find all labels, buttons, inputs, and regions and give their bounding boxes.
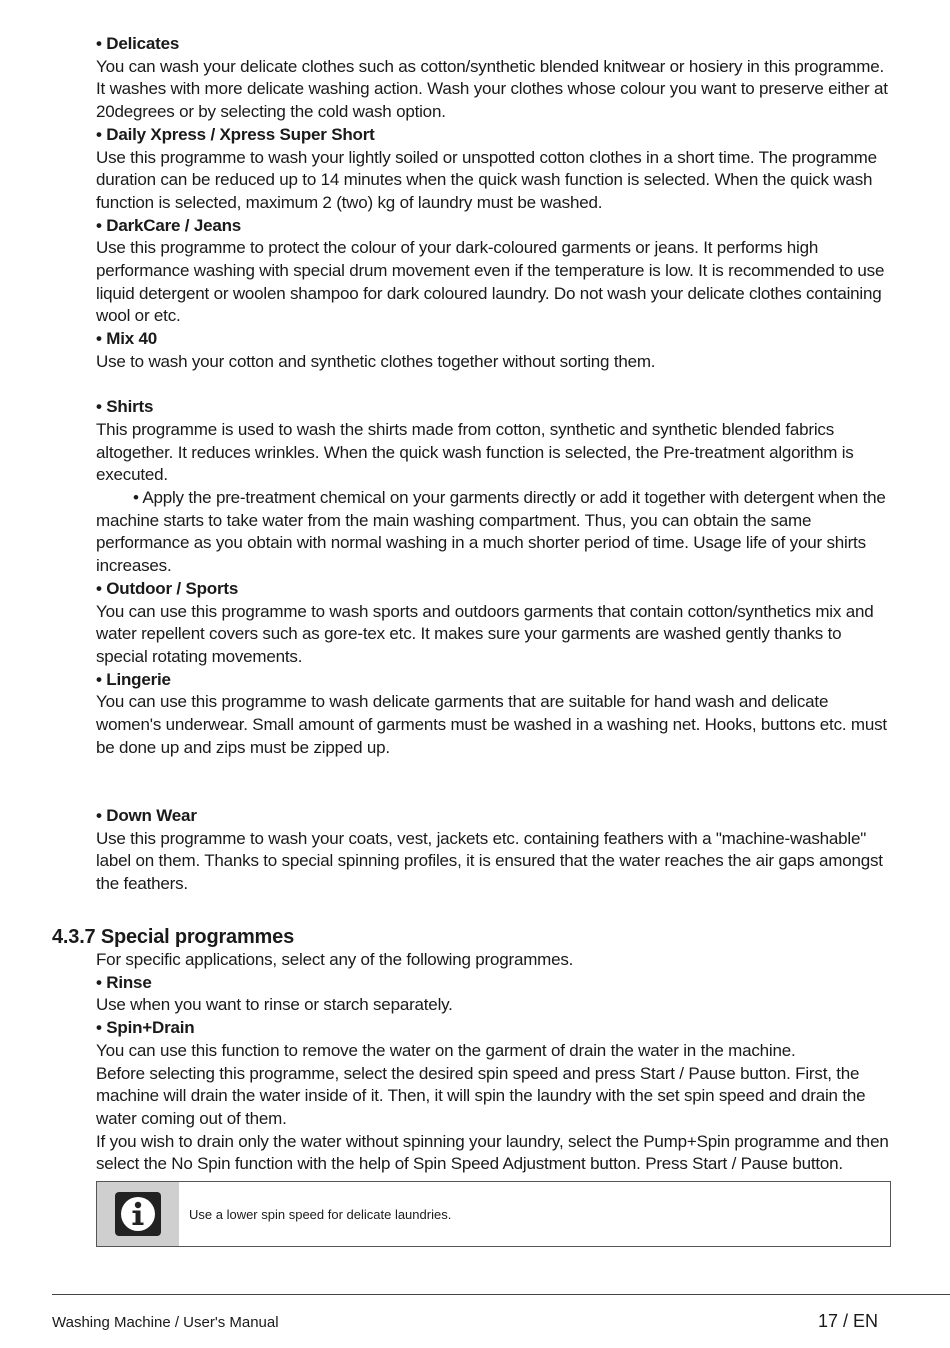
item-darkcare <box>96 215 896 329</box>
item-mix-40 <box>96 328 896 373</box>
programme-list <box>96 33 896 896</box>
item-text: Use to wash your cotton and synthetic clothes together without sorting them. <box>96 351 656 371</box>
item-title: • Shirts <box>96 397 154 417</box>
item-text: You can use this programme to wash delicate garments that are suitable for hand wash and delicate women's underwear. Small amount of garments must be washed in a washing net. Hooks, buttons etc. must be done up and zips must be zipped up. <box>96 692 887 757</box>
item-title: • Down Wear <box>96 805 197 825</box>
item-text: If you wish to drain only the water without spinning your laundry, select the Pump+Spin programme and then select the No Spin function with the help of Spin Speed Adjustment button. Press Start / Pause button. <box>96 1131 889 1174</box>
item-text: This programme is used to wash the shirts made from cotton, synthetic and synthetic blended fabrics altogether. It reduces wrinkles. When the quick wash function is selected, the Pre-treatment algorithm is executed. <box>96 419 854 485</box>
item-title: • Spin+Drain <box>96 1018 195 1038</box>
footer-divider <box>52 1294 950 1295</box>
item-title: • Outdoor / Sports <box>96 578 239 598</box>
item-text: You can use this programme to wash sports and outdoors garments that contain cotton/synthetics mix and water repellent covers such as gore-tex etc. It makes sure your garments are washed gently thanks to special rotating movements. <box>96 601 874 666</box>
item-lingerie <box>96 669 896 760</box>
section-title: 4.3.7 Special programmes <box>52 926 294 948</box>
item-text: You can use this function to remove the water on the garment of drain the water in the machine. <box>96 1040 796 1060</box>
note-icon-box <box>97 1182 179 1246</box>
item-rinse <box>96 972 896 1017</box>
page-number: 17 / EN <box>818 1311 879 1331</box>
item-text: Use this programme to wash your lightly soiled or unspotted cotton clothes in a short time. The programme duration can be reduced up to 14 minutes when the quick wash function is selected. When the quick wash function is selected, maximum 2 (two) kg of laundry must be washed. <box>96 147 877 212</box>
item-down-wear <box>96 805 896 896</box>
item-title: • Rinse <box>96 972 152 992</box>
item-title: • Delicates <box>96 34 180 53</box>
item-outdoor-sports <box>96 578 896 669</box>
item-daily-xpress <box>96 124 896 215</box>
item-text: Use this programme to protect the colour of your dark-coloured garments or jeans. It performs high performance washing with special drum movement even if the temperature is low. It is recommended to use liquid detergent or woolen shampoo for dark coloured laundry. Do not wash your delicate clothes containing wool or etc. <box>96 238 885 326</box>
spacer <box>96 374 896 397</box>
item-shirts <box>96 396 896 578</box>
footer-manual-title: Washing Machine / User's Manual <box>52 1314 279 1331</box>
item-subpoint: • Apply the pre-treatment chemical on your garments directly or add it together with detergent when the machine starts to take water from the main washing compartment. Thus, you can obtain the same performance as you obtain with normal washing in a much shorter period of time. Usage life of your shirts increases. <box>96 488 886 576</box>
item-title: • Lingerie <box>96 669 171 689</box>
item-title: • Daily Xpress / Xpress Super Short <box>96 124 375 144</box>
item-text: You can wash your delicate clothes such as cotton/synthetic blended knitwear or hosiery in this programme. It washes with more delicate washing action. Wash your clothes whose colour you want to preserve either at 20degrees or by selecting the cold wash option. <box>96 56 888 122</box>
item-title: • Mix 40 <box>96 329 158 349</box>
item-spin-drain <box>96 1017 896 1176</box>
item-text: Before selecting this programme, select the desired spin speed and press Start / Pause button. First, the machine will drain the water inside of it. Then, it will spin the laundry with the set spin speed and drain the water coming out of them. <box>96 1063 866 1128</box>
item-text: Use when you want to rinse or starch separately. <box>96 995 453 1015</box>
info-note <box>96 1181 891 1247</box>
section-intro: For specific applications, select any of the following programmes. <box>96 950 574 969</box>
special-programmes <box>96 949 896 1176</box>
note-text: Use a lower spin speed for delicate laundries. <box>189 1206 452 1222</box>
item-title: • DarkCare / Jeans <box>96 215 242 235</box>
item-delicates <box>96 33 896 124</box>
item-text: Use this programme to wash your coats, vest, jackets etc. containing feathers with a "machine-washable" label on them. Thanks to special spinning profiles, it is ensured that the water reaches the air gaps amongst the feathers. <box>96 828 883 893</box>
info-icon <box>115 1192 161 1236</box>
spacer <box>96 759 896 804</box>
